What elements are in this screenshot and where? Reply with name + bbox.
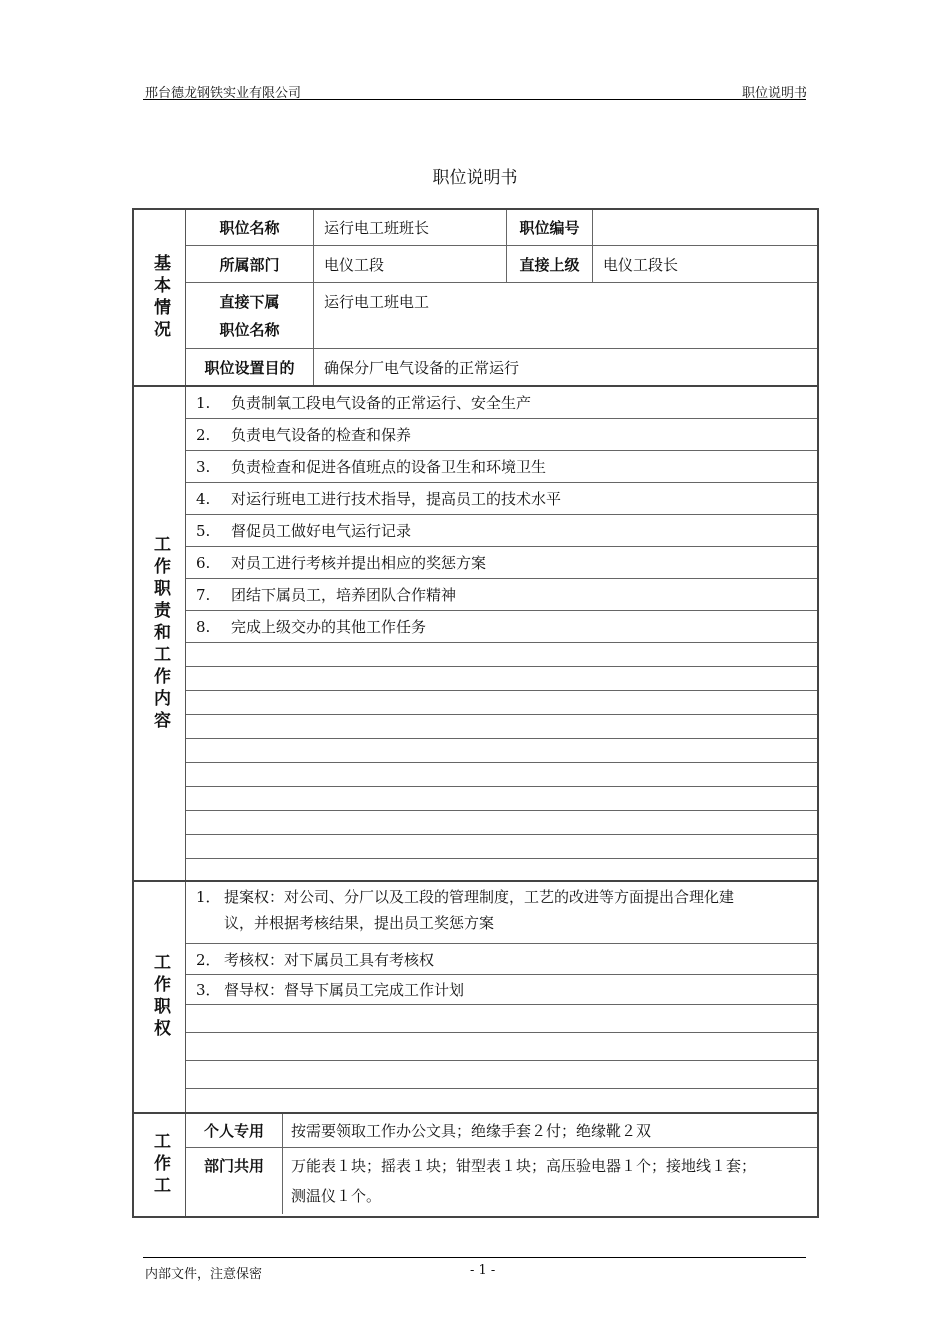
section-basic-info <box>134 210 817 387</box>
section-label <box>134 210 186 385</box>
duty-empty-row <box>186 859 817 880</box>
duty-empty-row <box>186 667 817 691</box>
section-label <box>134 387 186 880</box>
authority-empty-row <box>186 1033 817 1061</box>
section-label <box>134 882 186 1112</box>
duty-item: 8. 完成上级交办的其他工作任务 <box>186 611 817 643</box>
section-duties <box>134 387 817 882</box>
section-label <box>134 1114 186 1216</box>
supervisor-value: 电仪工段长 <box>593 246 817 283</box>
personal-tools-value: 按需要领取工作办公文具；绝缘手套２付；绝缘靴２双 <box>283 1114 817 1148</box>
section-tools <box>134 1114 817 1216</box>
section-label-text: 工作职责和工作内容 <box>150 534 170 733</box>
duty-empty-row <box>186 643 817 667</box>
duty-empty-row <box>186 763 817 787</box>
confidential-note: 内部文件，注意保密 <box>145 1267 263 1282</box>
duty-item: 2. 负责电气设备的检查和保养 <box>186 419 817 451</box>
duty-item: 7. 团结下属员工，培养团队合作精神 <box>186 579 817 611</box>
department-value: 电仪工段 <box>314 246 507 283</box>
personal-tools-label: 个人专用 <box>186 1114 283 1148</box>
duty-item: 1. 负责制氧工段电气设备的正常运行、安全生产 <box>186 387 817 419</box>
company-name: 邢台德龙钢铁实业有限公司 <box>145 86 302 101</box>
footer-divider <box>143 1257 806 1258</box>
subordinate-label-line1: 直接下属 <box>219 292 280 311</box>
duty-empty-row <box>186 787 817 811</box>
position-code-label: 职位编号 <box>507 210 593 246</box>
authority-item: 1． 提案权：对公司、分厂以及工段的管理制度，工艺的改进等方面提出合理化建 议，并根据考核结果，提出员工奖惩方案 <box>186 882 817 944</box>
subordinate-label-line2: 职位名称 <box>219 320 280 339</box>
subordinate-value: 运行电工班电工 <box>314 283 817 349</box>
shared-tools-line1: 万能表１块；摇表１块；钳型表１块；高压验电器１个；接地线１套； <box>291 1157 757 1175</box>
duty-item: 6. 对员工进行考核并提出相应的奖惩方案 <box>186 547 817 579</box>
authority-item: 2． 考核权：对下属员工具有考核权 <box>186 944 817 975</box>
page-title: 职位说明书 <box>432 168 518 188</box>
duty-item: 3. 负责检查和促进各值班点的设备卫生和环境卫生 <box>186 451 817 483</box>
duty-item: 4. 对运行班电工进行技术指导，提高员工的技术水平 <box>186 483 817 515</box>
tools-grid <box>186 1114 817 1216</box>
duty-empty-row <box>186 835 817 859</box>
section-label-text: 工作工 <box>150 1132 170 1198</box>
duty-empty-row <box>186 691 817 715</box>
subordinate-label <box>186 283 314 349</box>
authority-empty-row <box>186 1061 817 1089</box>
position-code-value <box>593 210 817 246</box>
purpose-value: 确保分厂电气设备的正常运行 <box>324 358 520 377</box>
shared-tools-value <box>283 1148 817 1214</box>
authority-empty-row <box>186 1089 817 1112</box>
basic-info-grid <box>186 210 817 385</box>
doc-type: 职位说明书 <box>741 86 807 101</box>
authority-empty-row <box>186 1005 817 1033</box>
shared-tools-label: 部门共用 <box>186 1148 283 1214</box>
authority-list <box>186 882 817 1112</box>
position-name-label: 职位名称 <box>186 210 314 246</box>
authority-item: 3． 督导权：督导下属员工完成工作计划 <box>186 975 817 1005</box>
section-label-text: 工作职权 <box>150 953 170 1041</box>
duties-list <box>186 387 817 880</box>
header-divider <box>143 99 806 100</box>
duty-empty-row <box>186 739 817 763</box>
section-label-text: 基本情况 <box>150 253 170 342</box>
duty-item: 5. 督促员工做好电气运行记录 <box>186 515 817 547</box>
duty-empty-row <box>186 715 817 739</box>
position-name-value: 运行电工班班长 <box>314 210 507 246</box>
duty-empty-row <box>186 811 817 835</box>
purpose-label: 职位设置目的 <box>186 349 314 385</box>
job-description-table <box>132 208 819 1218</box>
supervisor-label: 直接上级 <box>507 246 593 283</box>
department-label: 所属部门 <box>186 246 314 283</box>
shared-tools-line2: 测温仪１个。 <box>291 1187 382 1205</box>
page-number: - 1 - <box>470 1263 496 1278</box>
section-authority <box>134 882 817 1114</box>
